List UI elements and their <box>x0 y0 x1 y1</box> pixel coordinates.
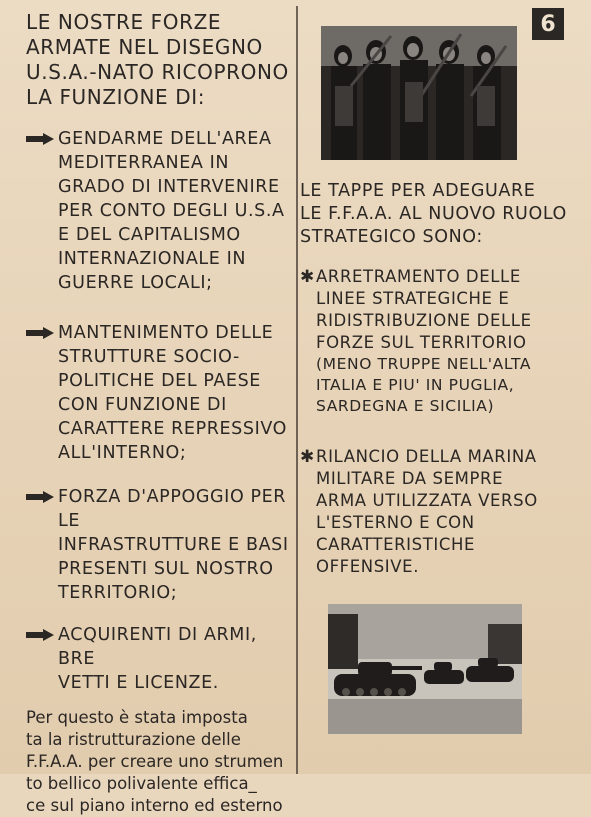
item-line: PRESENTI SUL NOSTRO <box>58 559 274 579</box>
left-column <box>26 10 294 817</box>
item-line: ALL'INTERNO; <box>58 443 187 463</box>
tanks-image <box>328 604 522 734</box>
item-line: FORZE SUL TERRITORIO <box>316 333 527 352</box>
list-item <box>26 623 294 695</box>
left-title <box>26 10 294 110</box>
left-title-line: U.S.A.-NATO RICOPRONO <box>26 60 289 84</box>
item-line: MEDITERRANEA IN <box>58 153 230 173</box>
arrow-right-icon <box>26 491 54 503</box>
item-line: CARATTERISTICHE <box>316 535 476 554</box>
item-line: GUERRE LOCALI; <box>58 273 213 293</box>
closing-line: ta la ristrutturazione delle <box>26 730 241 749</box>
right-title-line: LE TAPPE PER ADEGUARE <box>300 181 536 201</box>
note-line: SARDEGNA E SICILIA) <box>316 397 495 415</box>
item-line: LINEE STRATEGICHE E <box>316 289 510 308</box>
right-title-line: STRATEGICO SONO: <box>300 227 483 247</box>
arrow-right-icon <box>26 629 54 641</box>
asterisk-icon: ✱ <box>300 447 315 467</box>
item-line: MILITARE DA SEMPRE <box>316 469 504 488</box>
list-item <box>300 266 591 417</box>
item-line: L'ESTERNO E CON <box>316 513 475 532</box>
page-number-badge: 6 <box>532 8 564 40</box>
item-line: INTERNAZIONALE IN <box>58 249 247 269</box>
item-line: GRADO DI INTERVENIRE <box>58 177 280 197</box>
closing-line: F.F.A.A. per creare uno strumen <box>26 752 284 771</box>
soldiers-image <box>321 26 517 160</box>
list-item <box>26 127 294 295</box>
item-line: ACQUIRENTI DI ARMI, BRE <box>58 625 257 669</box>
item-line: GENDARME DELL'AREA <box>58 129 272 149</box>
item-line: CARATTERE REPRESSIVO <box>58 419 287 439</box>
right-title-line: LE F.F.A.A. AL NUOVO RUOLO <box>300 204 567 224</box>
list-item <box>26 321 294 465</box>
column-divider <box>296 6 298 774</box>
item-line: E DEL CAPITALISMO <box>58 225 241 245</box>
closing-paragraph <box>26 707 294 817</box>
closing-line: ce sul piano interno ed esterno <box>26 796 283 815</box>
list-item <box>26 485 294 605</box>
item-note <box>316 354 591 417</box>
item-line: PER CONTO DEGLI U.S.A <box>58 201 285 221</box>
left-title-line: LA FUNZIONE DI: <box>26 85 206 109</box>
left-title-line: LE NOSTRE FORZE <box>26 10 222 34</box>
arrow-right-icon <box>26 327 54 339</box>
item-line: FORZA D'APPOGGIO PER LE <box>58 487 287 531</box>
item-line: RILANCIO DELLA MARINA <box>316 447 537 466</box>
item-line: ARRETRAMENTO DELLE <box>316 267 521 286</box>
note-line: (MENO TRUPPE NELL'ALTA <box>316 355 532 373</box>
left-title-line: ARMATE NEL DISEGNO <box>26 35 263 59</box>
right-title <box>300 180 590 249</box>
closing-line: to bellico polivalente effica_ <box>26 774 257 793</box>
item-line: ARMA UTILIZZATA VERSO <box>316 491 538 510</box>
item-line: OFFENSIVE. <box>316 557 420 576</box>
item-line: CON FUNZIONE DI <box>58 395 227 415</box>
item-line: VETTI E LICENZE. <box>58 673 219 693</box>
tanks-photo <box>328 604 522 734</box>
asterisk-icon: ✱ <box>300 267 315 287</box>
item-line: INFRASTRUTTURE E BASI <box>58 535 289 555</box>
soldiers-photo <box>321 26 517 160</box>
note-line: ITALIA E PIU' IN PUGLIA, <box>316 376 515 394</box>
item-line: POLITICHE DEL PAESE <box>58 371 261 391</box>
item-line: RIDISTRIBUZIONE DELLE <box>316 311 532 330</box>
item-line: MANTENIMENTO DELLE <box>58 323 274 343</box>
closing-line: Per questo è stata imposta <box>26 708 248 727</box>
item-line: STRUTTURE SOCIO- <box>58 347 240 367</box>
list-item <box>300 446 591 578</box>
arrow-right-icon <box>26 133 54 145</box>
item-line: TERRITORIO; <box>58 583 178 603</box>
